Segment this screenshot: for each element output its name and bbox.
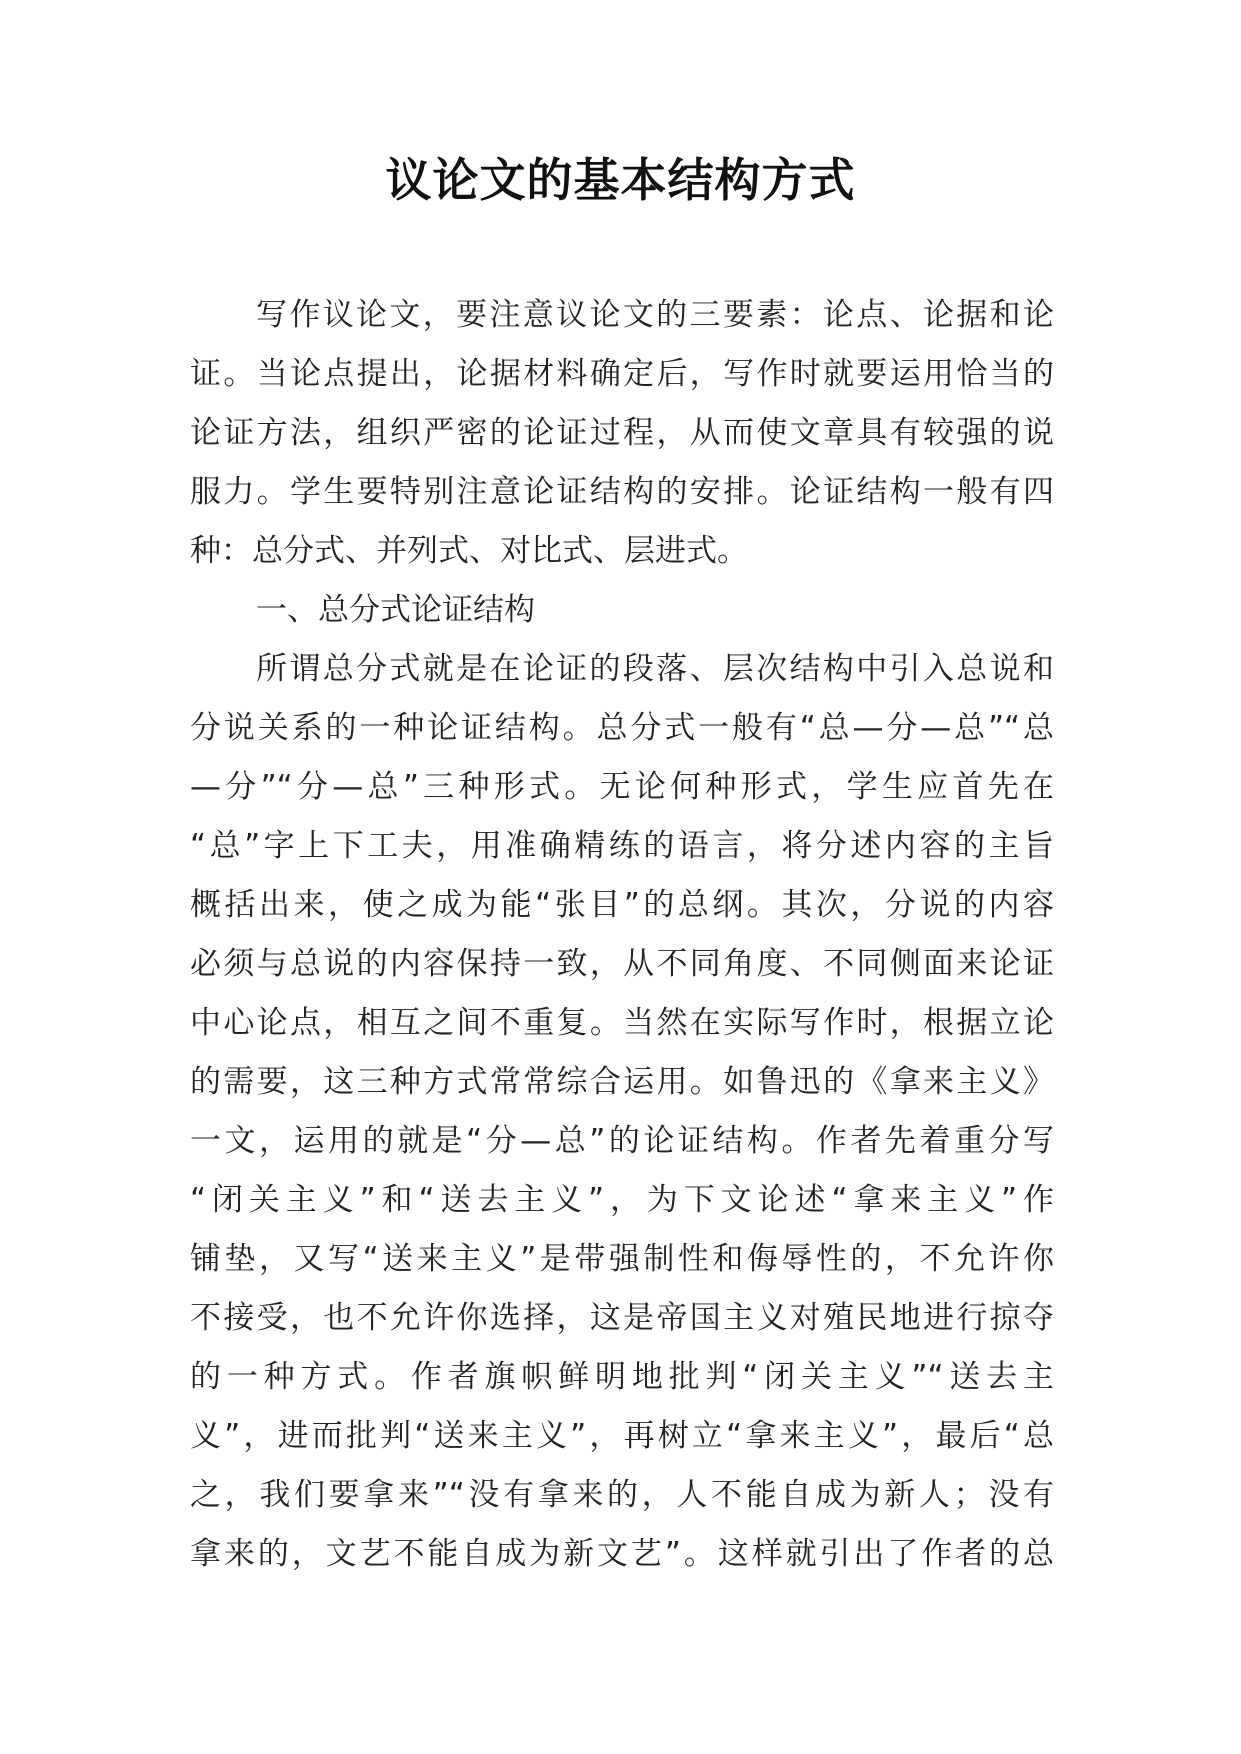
text-line: 之，我们要拿来”“没有拿来的，人不能自成为新人；没有 xyxy=(190,1477,1054,1513)
text-line: 的需要，这三种方式常常综合运用。如鲁迅的《拿来主义》 xyxy=(190,1064,1054,1100)
document-title: 议论文的基本结构方式 xyxy=(385,153,856,207)
text-line: —分”“分—总”三种形式。无论何种形式，学生应首先在 xyxy=(190,769,1054,805)
text-line: 服力。学生要特别注意论证结构的安排。论证结构一般有四 xyxy=(190,474,1054,510)
text-line: 不接受，也不允许你选择，这是帝国主义对殖民地进行掠夺 xyxy=(190,1300,1054,1336)
text-line: 所谓总分式就是在论证的段落、层次结构中引入总说和 xyxy=(256,651,1054,687)
text-line: 必须与总说的内容保持一致，从不同角度、不同侧面来论证 xyxy=(190,946,1054,982)
text-line: “闭关主义”和“送去主义”，为下文论述“拿来主义”作 xyxy=(190,1182,1054,1218)
text-line: 种：总分式、并列式、对比式、层进式。 xyxy=(190,533,748,569)
text-line: 证。当论点提出，论据材料确定后，写作时就要运用恰当的 xyxy=(190,356,1054,392)
heading-line: 一、总分式论证结构 xyxy=(256,592,535,628)
text-line: 铺垫，又写“送来主义”是带强制性和侮辱性的，不允许你 xyxy=(190,1241,1054,1277)
document-body xyxy=(190,286,1054,1584)
paragraph-total-part xyxy=(190,640,1054,1584)
text-line: “总”字上下工夫，用准确精练的语言，将分述内容的主旨 xyxy=(190,828,1054,864)
section-heading xyxy=(190,581,1054,640)
text-line: 论证方法，组织严密的论证过程，从而使文章具有较强的说 xyxy=(190,415,1054,451)
text-line: 分说关系的一种论证结构。总分式一般有“总—分—总”“总 xyxy=(190,710,1054,746)
text-line: 义”，进而批判“送来主义”，再树立“拿来主义”，最后“总 xyxy=(190,1418,1054,1454)
text-line: 的一种方式。作者旗帜鲜明地批判“闭关主义”“送去主 xyxy=(190,1359,1054,1395)
text-line: 中心论点，相互之间不重复。当然在实际写作时，根据立论 xyxy=(190,1005,1054,1041)
text-line: 概括出来，使之成为能“张目”的总纲。其次，分说的内容 xyxy=(190,887,1054,923)
paragraph-intro xyxy=(190,286,1054,581)
text-line: 拿来的，文艺不能自成为新文艺”。这样就引出了作者的总 xyxy=(190,1536,1054,1572)
text-line: 写作议论文，要注意议论文的三要素：论点、论据和论 xyxy=(256,297,1054,333)
text-line: 一文，运用的就是“分—总”的论证结构。作者先着重分写 xyxy=(190,1123,1054,1159)
